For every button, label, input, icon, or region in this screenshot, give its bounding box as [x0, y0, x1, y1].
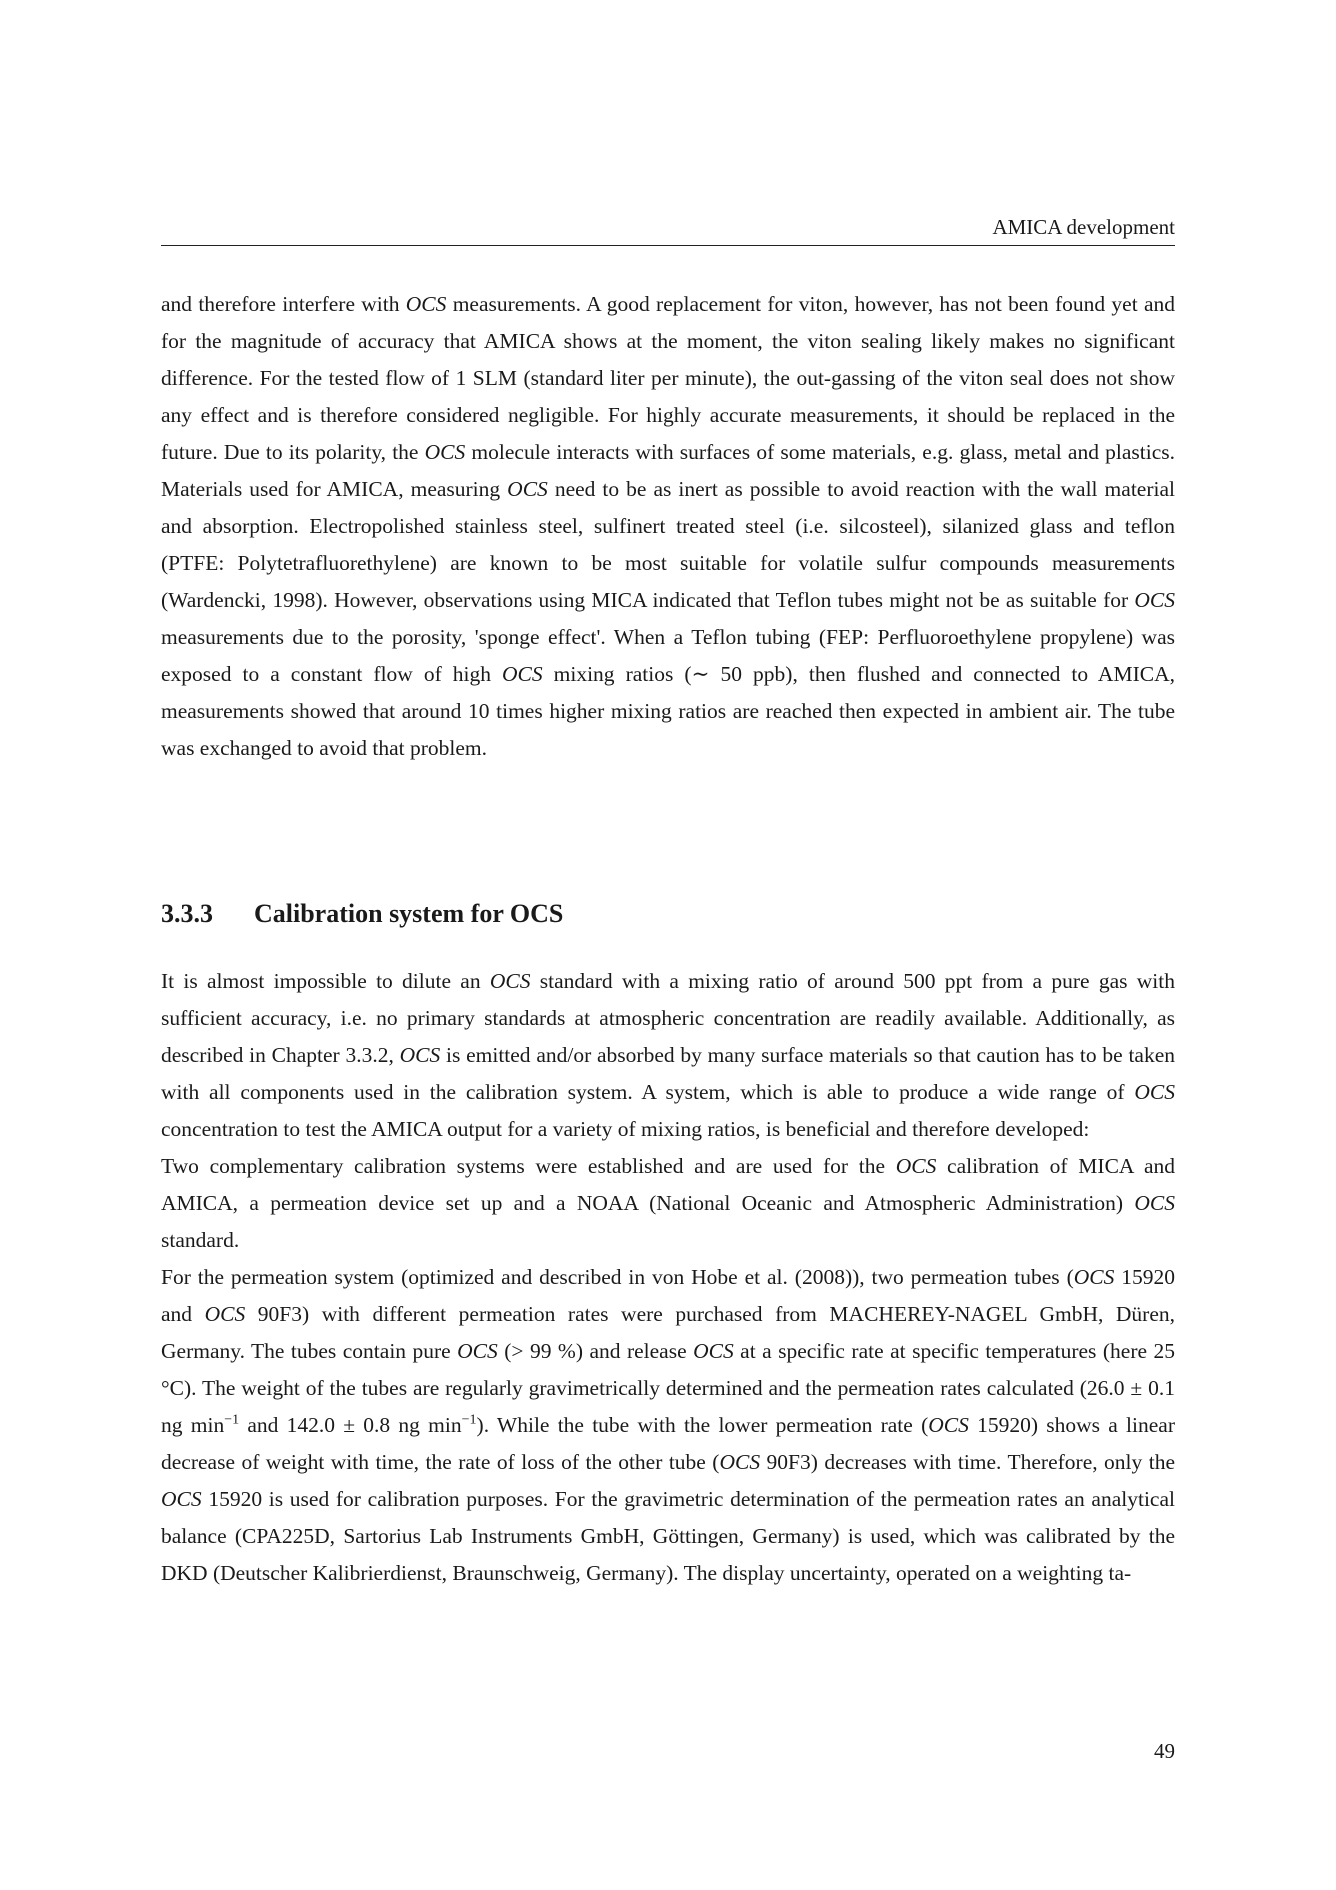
- document-page: [161, 0, 1175, 1890]
- ocs-symbol: OCS: [489, 969, 531, 993]
- text-block-bottom: [161, 963, 1175, 1592]
- paragraph-permeation-system: For the permeation system (optimized and described in von Hobe et al. (2008)), two permeation tubes (OCS 15920 and OCS 90F3) with different permeation rates were purchased from MACHEREY-NAGEL GmbH, Düren, Germany. The tubes contain pure OCS (> 99 %) and release OCS at a specific rate at specific temperatures (here 25 °C). The weight of the tubes are regularly gravimetrically determined and the permeation rates calculated (26.0 ± 0.1 ng $\min^{-1}$ and 142.0 ± 0.8 ng $\min^{-1}$). While the tube with the lower permeation rate (OCS 15920) shows a linear decrease of weight with time, the rate of loss of the other tube (OCS 90F3) decreases with time. Therefore, only the OCS 15920 is used for calibration purposes. For the gravimetric determination of the permeation rates an analytical balance (CPA225D, Sartorius Lab Instruments GmbH, Göttingen, Germany) is used, which was calibrated by the DKD (Deutscher Kalibrierdienst, Braunschweig, Germany). The display uncertainty, operated on a weighting ta-: [161, 1265, 1176, 1585]
- ocs-symbol: OCS: [424, 440, 466, 464]
- text-block-top: [161, 286, 1175, 767]
- ocs-symbol: OCS: [161, 1487, 202, 1511]
- ocs-symbol: OCS: [1134, 1080, 1175, 1104]
- paragraph-outgassing: and therefore interfere with OCS measurements. A good replacement for viton, however, has not been found yet and for the magnitude of accuracy that AMICA shows at the moment, the viton sealing likely makes no significant difference. For the tested flow of 1 SLM (standard liter per minute), the out-gassing of the viton seal does not show any effect and is therefore considered negligible. For highly accurate measurements, it should be replaced in the future. Due to its polarity, the OCS molecule interacts with surfaces of some materials, e.g. glass, metal and plastics. Materials used for AMICA, measuring OCS need to be as inert as possible to avoid reaction with the wall material and absorption. Electropolished stainless steel, sulfinert treated steel (i.e. silcosteel), silanized glass and teflon (PTFE: Polytetrafluorethylene) are known to be most suitable for volatile sulfur compounds measurements (Wardencki, 1998). However, observations using MICA indicated that Teflon tubes might not be as suitable for OCS measurements due to the porosity, 'sponge effect'. When a Teflon tubing (FEP: Perfluoroethylene propylene) was exposed to a constant flow of high OCS mixing ratios (∼ 50 ppb), then flushed and connected to AMICA, measurements showed that around 10 times higher mixing ratios are reached then expected in ambient air. The tube was exchanged to avoid that problem.: [161, 292, 1175, 760]
- ocs-symbol: OCS: [1134, 588, 1175, 612]
- ocs-symbol: OCS: [507, 477, 548, 501]
- running-header: AMICA development: [992, 215, 1175, 239]
- ocs-symbol: OCS: [719, 1450, 761, 1474]
- exponent: −1: [461, 1412, 477, 1428]
- ocs-symbol: OCS: [928, 1413, 969, 1437]
- header-rule: [161, 245, 1175, 246]
- ocs-symbol: OCS: [204, 1302, 246, 1326]
- ocs-symbol: OCS: [1134, 1191, 1175, 1215]
- paragraph-calibration-systems: Two complementary calibration systems were established and are used for the OCS calibration of MICA and AMICA, a permeation device set up and a NOAA (National Oceanic and Atmospheric Administration) OCS standard.: [161, 1154, 1175, 1252]
- exponent: −1: [224, 1412, 240, 1428]
- section-title: Calibration system for OCS: [254, 899, 564, 928]
- ocs-symbol: OCS: [693, 1339, 734, 1363]
- paragraph-dilution: It is almost impossible to dilute an OCS standard with a mixing ratio of around 500 ppt from a pure gas with sufficient accuracy, i.e. no primary standards at atmospheric concentration are readily available. Additionally, as described in Chapter 3.3.2, OCS is emitted and/or absorbed by many surface materials so that caution has to be taken with all components used in the calibration system. A system, which is able to produce a wide range of OCS concentration to test the AMICA output for a variety of mixing ratios, is beneficial and therefore developed:: [161, 969, 1176, 1141]
- section-heading: [161, 898, 563, 930]
- page-number: 49: [1154, 1739, 1175, 1763]
- ocs-symbol: OCS: [502, 662, 543, 686]
- section-number: 3.3.3: [161, 899, 213, 928]
- ocs-symbol: OCS: [1073, 1265, 1115, 1289]
- ocs-symbol: OCS: [399, 1043, 441, 1067]
- ocs-symbol: OCS: [457, 1339, 498, 1363]
- ocs-symbol: OCS: [895, 1154, 937, 1178]
- ocs-symbol: OCS: [405, 292, 447, 316]
